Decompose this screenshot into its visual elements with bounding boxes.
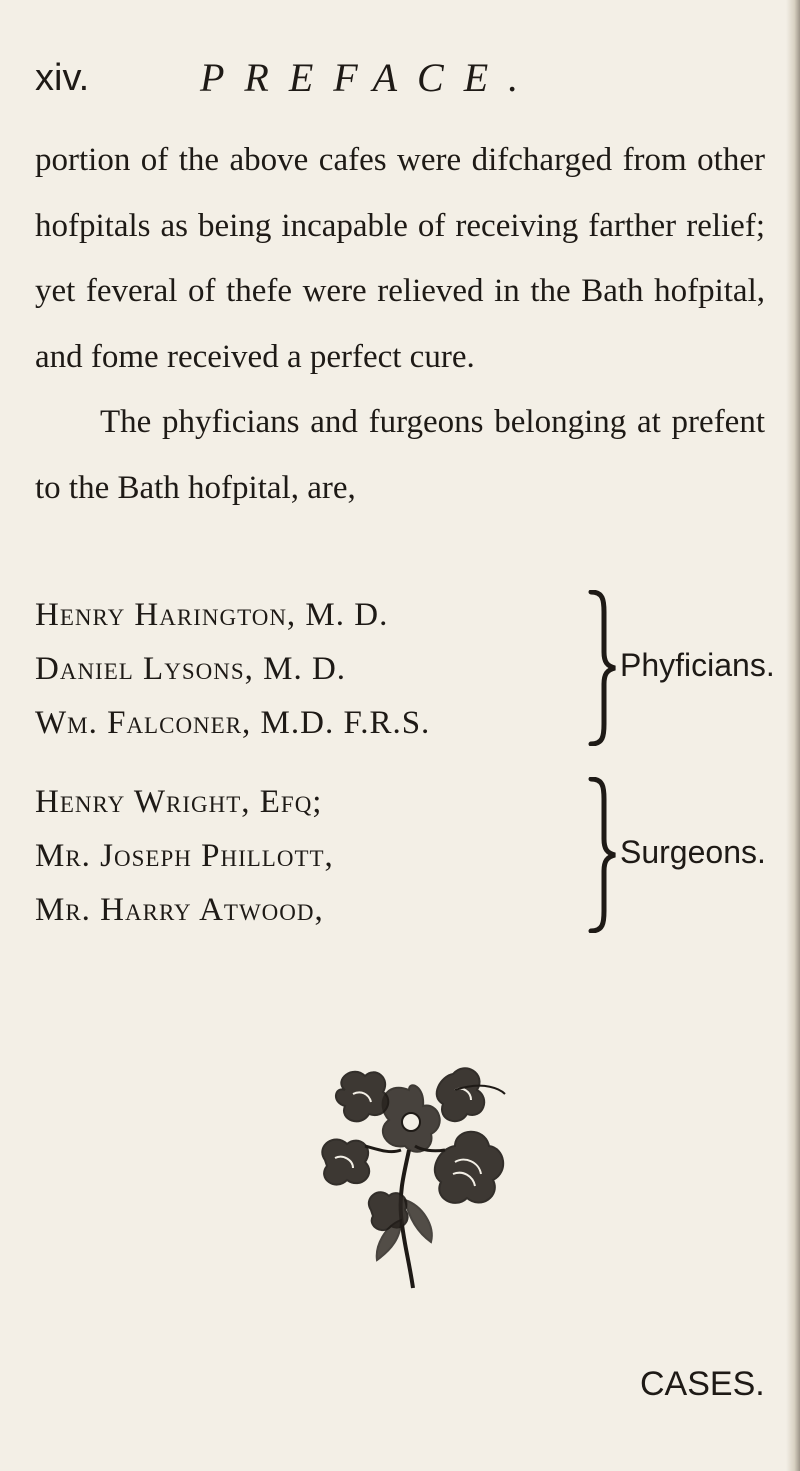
- right-brace-icon: [587, 590, 617, 746]
- physician-name: Henry Harington, M. D.: [35, 597, 389, 633]
- surgeons-roster: [35, 775, 775, 937]
- page-number: xiv.: [35, 57, 90, 99]
- physicians-label: Phyficians.: [620, 647, 775, 683]
- floral-vignette-icon: [305, 1050, 515, 1290]
- physicians-roster: [35, 588, 775, 750]
- surgeon-name: Mr. Harry Atwood,: [35, 892, 324, 928]
- page-edge-shadow: [786, 0, 800, 1471]
- physician-name: Daniel Lysons, M. D.: [35, 651, 347, 687]
- physician-name: Wm. Falconer, M.D. F.R.S.: [35, 705, 431, 741]
- surgeon-name: Mr. Joseph Phillott,: [35, 838, 334, 874]
- body-text: [35, 128, 765, 521]
- running-head: PREFACE.: [200, 55, 539, 100]
- right-brace-icon: [587, 777, 617, 933]
- physicians-names: [35, 588, 595, 750]
- paragraph-staff-intro: The phyficians and furgeons belonging at prefent to the Bath hofpital, are,: [35, 404, 765, 506]
- page-header: [35, 48, 775, 108]
- paragraph-continuation: portion of the above cafes were difcharged from other hofpitals as being incapable of receiving farther relief; yet feveral of thefe were relieved in the Bath hofpital, and fome received a perfect cure.: [35, 142, 765, 375]
- surgeons-names: [35, 775, 595, 937]
- surgeons-label: Surgeons.: [620, 834, 766, 870]
- catchword: CASES.: [640, 1365, 765, 1403]
- surgeon-name: Henry Wright, Efq;: [35, 784, 323, 820]
